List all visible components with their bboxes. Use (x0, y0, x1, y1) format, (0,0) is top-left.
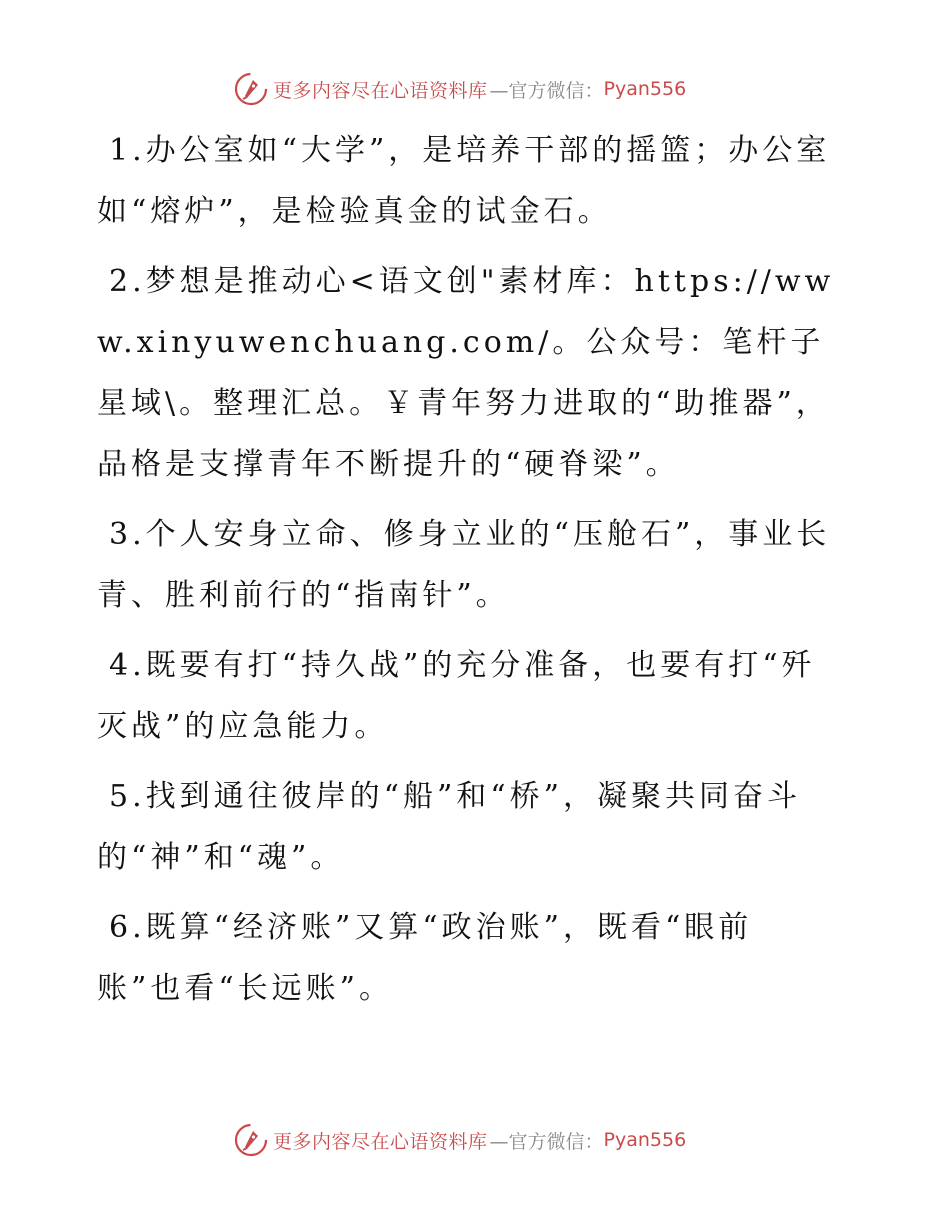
paragraph-2: 2.梦想是推动心<语文创"素材库：https://www.xinyuwenchuang.com/。公众号：笔杆子星域\。整理汇总。￥青年努力进取的“助推器”，品格是支撑青年不断提升的“硬脊梁”。 (97, 264, 835, 482)
banner-wechat-id: Pyan556 (603, 78, 687, 100)
header-banner (234, 71, 686, 107)
banner-separator: —官方微信： (489, 1130, 604, 1153)
document-body (97, 120, 837, 1028)
paragraph-6: 6.既算“经济账”又算“政治账”，既看“眼前账”也看“长远账”。 (97, 910, 753, 1006)
banner-wechat-id: Pyan556 (603, 1129, 687, 1151)
pen-nib-logo-icon (234, 72, 268, 106)
footer-banner (234, 1122, 686, 1158)
banner-separator: —官方微信： (489, 79, 604, 102)
banner-text: 更多内容尽在心语资料库 (273, 79, 488, 102)
banner-text: 更多内容尽在心语资料库 (273, 1130, 488, 1153)
pen-nib-logo-icon (234, 1123, 268, 1157)
paragraph-5: 5.找到通往彼岸的“船”和“桥”，凝聚共同奋斗的“神”和“魂”。 (97, 779, 801, 875)
paragraph-1: 1.办公室如“大学”，是培养干部的摇篮；办公室如“熔炉”，是检验真金的试金石。 (97, 133, 831, 229)
paragraph-4: 4.既要有打“持久战”的充分准备，也要有打“歼灭战”的应急能力。 (97, 648, 816, 744)
paragraph-3: 3.个人安身立命、修身立业的“压舱石”，事业长青、胜利前行的“指南针”。 (97, 517, 831, 613)
